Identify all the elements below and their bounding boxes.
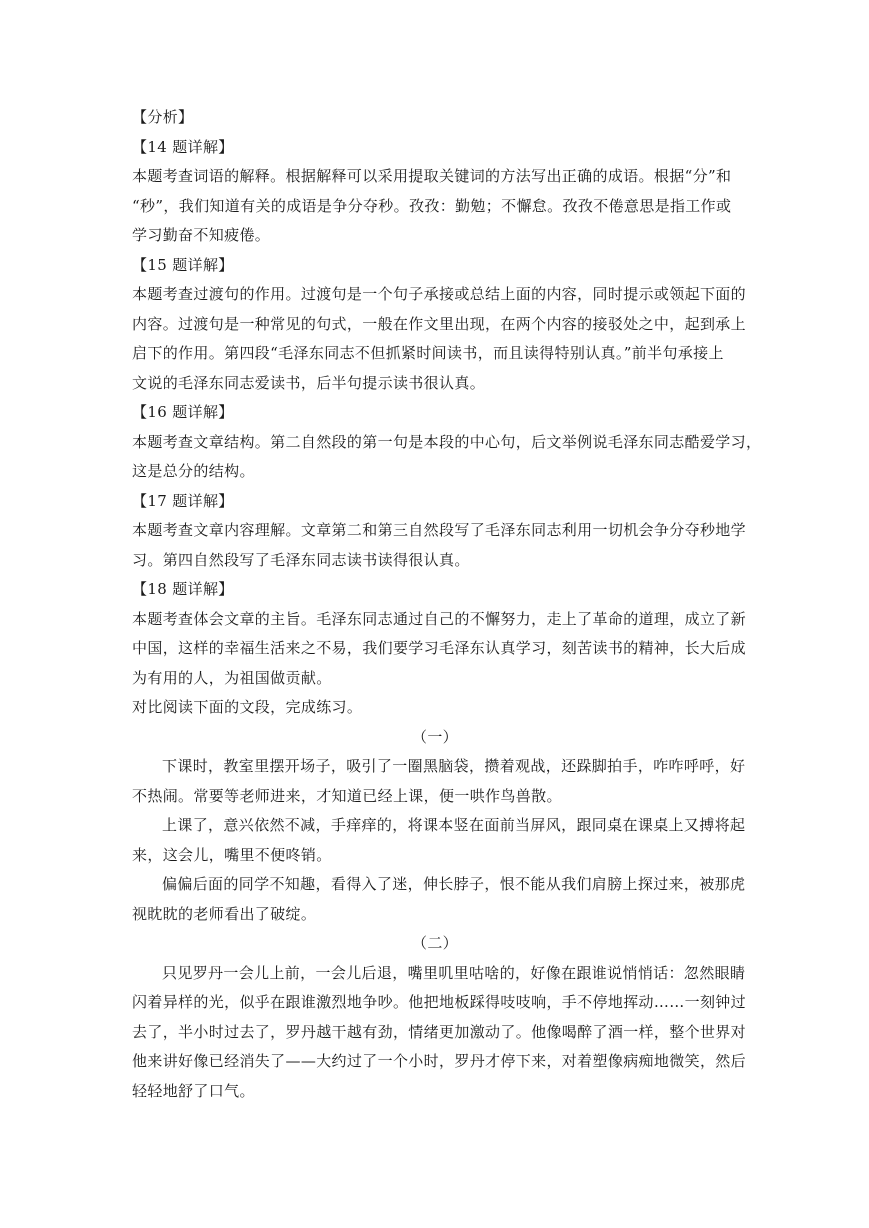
- q17-heading: 【17 题详解】: [132, 491, 234, 510]
- q18-line: 为有用的人，为祖国做贡献。: [132, 668, 332, 687]
- q14-line: “秒”，我们知道有关的成语是争分夺秒。孜孜：勤勉；不懈怠。孜孜不倦意思是指工作或: [132, 196, 732, 215]
- paragraph-line: 去了，半小时过去了，罗丹越干越有劲，情绪更加激动了。他像喝醉了酒一样，整个世界对: [132, 1022, 747, 1041]
- q14-section: [132, 133, 738, 251]
- passage-one-label: （一）: [411, 727, 459, 746]
- q15-section: [132, 251, 747, 399]
- reading-instruction: 对比阅读下面的文段，完成练习。: [132, 698, 363, 716]
- paragraph-line: 只见罗丹一会儿上前，一会儿后退，嘴里叽里咕啥的，好像在跟谁说悄悄话：忽然眼睛: [162, 963, 746, 982]
- paragraph-line: 闪着异样的光，似乎在跟谁激烈地争吵。他把地板踩得吱吱响，手不停地挥动……一刻钟过: [132, 993, 747, 1011]
- paragraph-line: 视眈眈的老师看出了破绽。: [132, 904, 317, 923]
- passage-paragraph: [132, 811, 746, 870]
- q15-line: 内容。过渡句是一种常见的句式，一般在作文里出现，在两个内容的接驳处之中，起到承上: [132, 314, 747, 333]
- q16-line: 这是总分的结构。: [132, 462, 255, 480]
- document-body: [132, 103, 762, 1106]
- passage-two-label: （二）: [411, 934, 459, 952]
- q18-line: 中国，这样的幸福生活来之不易，我们要学习毛泽东认真学习，刻苦读书的精神，长大后成: [132, 639, 747, 657]
- q17-line: 本题考查文章内容理解。文章第二和第三自然段写了毛泽东同志利用一切机会争分夺秒地学: [132, 521, 747, 539]
- q14-line: 本题考查词语的解释。根据解释可以采用提取关键词的方法写出正确的成语。根据“分”和: [132, 167, 732, 185]
- q18-section: [132, 575, 747, 693]
- passage-paragraph: [132, 752, 746, 811]
- q18-heading: 【18 题详解】: [132, 580, 234, 598]
- q15-line: 启下的作用。第四段“毛泽东同志不但抓紧时间读书，而且读得特别认真。”前半句承接上: [132, 344, 724, 362]
- passage-two: [132, 929, 747, 1106]
- paragraph-line: 他来讲好像已经消失了——大约过了一个小时，罗丹才停下来，对着塑像病痴地微笑，然后: [132, 1052, 747, 1070]
- passage-paragraph: [132, 870, 746, 929]
- q16-heading: 【16 题详解】: [132, 403, 234, 421]
- q17-line: 习。第四自然段写了毛泽东同志读书读得很认真。: [132, 550, 470, 569]
- paragraph-line: 上课了，意兴依然不减，手痒痒的，将课本竖在面前当屏风，跟同桌在课桌上又搏将起: [162, 816, 746, 834]
- q15-heading: 【15 题详解】: [132, 255, 234, 274]
- q15-line: 本题考查过渡句的作用。过渡句是一个句子承接或总结上面的内容，同时提示或领起下面的: [132, 285, 747, 303]
- paragraph-line: 轻轻地舒了口气。: [132, 1081, 255, 1100]
- q16-section: [132, 398, 762, 487]
- q17-section: [132, 487, 747, 576]
- paragraph-line: 来，这会儿，嘴里不便咚销。: [132, 845, 332, 864]
- q15-line: 文说的毛泽东同志爱读书，后半句提示读书很认真。: [132, 373, 486, 392]
- passage-one: [132, 723, 746, 930]
- passage-paragraph: [132, 959, 747, 1107]
- q14-heading: 【14 题详解】: [132, 137, 234, 156]
- paragraph-line: 偏偏后面的同学不知趣，看得入了迷，伸长脖子，恨不能从我们肩膀上探过来，被那虎: [162, 875, 746, 893]
- paragraph-line: 不热闹。常要等老师进来，才知道已经上课，便一哄作鸟兽散。: [132, 786, 562, 805]
- analysis-heading: 【分析】: [132, 108, 194, 126]
- paragraph-line: 下课时，教室里摆开场子，吸引了一圈黑脑袋，攒着观战，还跺脚拍手，咋咋呼呼，好: [162, 757, 746, 775]
- q18-line: 本题考查体会文章的主旨。毛泽东同志通过自己的不懈努力，走上了革命的道理，成立了新: [132, 609, 747, 628]
- q16-line: 本题考查文章结构。第二自然段的第一句是本段的中心句，后文举例说毛泽东同志酷爱学习，: [132, 432, 762, 451]
- q14-line: 学习勤奋不知疲倦。: [132, 226, 271, 244]
